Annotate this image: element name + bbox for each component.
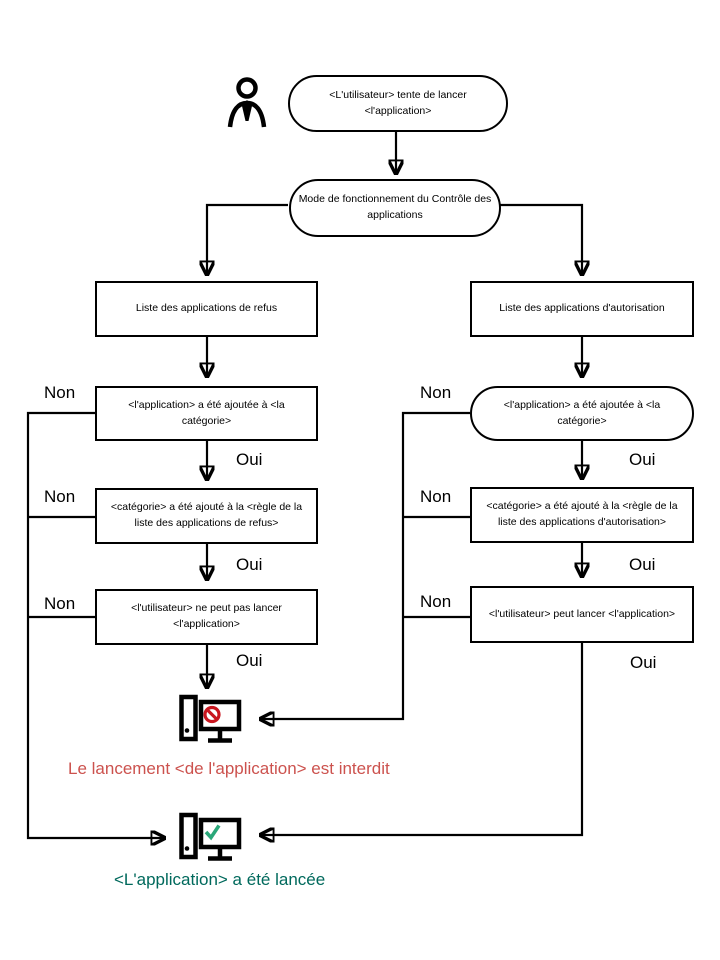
node-allow-category-added xyxy=(470,487,694,543)
user-icon xyxy=(226,76,268,128)
connector-mode-to-allow-list xyxy=(500,205,582,273)
label-oui-allow-1: Oui xyxy=(629,450,656,469)
node-label: Liste des applications de refus xyxy=(135,302,278,315)
computer-launched-icon xyxy=(178,812,242,868)
label-non-allow-3: Non xyxy=(420,592,452,611)
node-deny-category-added xyxy=(95,488,318,544)
node-start xyxy=(288,75,508,132)
node-deny-app-added xyxy=(95,386,318,441)
label-oui-allow-2: Oui xyxy=(629,555,656,574)
node-label: <l'application> a été ajoutée à <la catégorie> xyxy=(503,398,661,427)
node-allow-app-added xyxy=(470,386,694,441)
node-label: Liste des applications d'autorisation xyxy=(499,302,665,315)
launched-text: <L'application> a été lancée xyxy=(114,870,326,889)
node-mode xyxy=(289,179,501,237)
node-label: <L'utilisateur> tente de lancer <l'application> xyxy=(329,88,467,117)
node-deny-user-cannot-launch xyxy=(95,589,318,645)
node-allow-user-can-launch xyxy=(470,586,694,643)
node-label: <l'utilisateur> ne peut pas lancer <l'application> xyxy=(131,602,282,630)
label-non-deny-2: Non xyxy=(44,487,76,506)
forbidden-text: Le lancement <de l'application> est interdit xyxy=(68,759,390,778)
label-oui-allow-3: Oui xyxy=(630,653,657,672)
connector-allow-oui-3-to-launched xyxy=(262,643,582,835)
label-non-deny-1: Non xyxy=(44,383,76,402)
label-oui-deny-2: Oui xyxy=(236,555,263,574)
computer-blocked-icon xyxy=(178,694,242,750)
connector-mode-to-deny-list xyxy=(207,205,288,273)
label-oui-deny-3: Oui xyxy=(236,651,263,670)
label-oui-deny-1: Oui xyxy=(236,450,263,469)
label-non-allow-1: Non xyxy=(420,383,452,402)
label-non-deny-3: Non xyxy=(44,594,76,613)
node-label: <l'application> a été ajoutée à <la catégorie> xyxy=(128,398,285,427)
node-label: Mode de fonctionnement du Contrôle des applications xyxy=(298,193,492,221)
node-deny-list xyxy=(95,281,318,337)
label-non-allow-2: Non xyxy=(420,487,452,506)
connector-allow-non-rail-to-blocked xyxy=(262,413,470,719)
node-label: <catégorie> a été ajouté à la <règle de la liste des applications d'autorisation> xyxy=(486,500,678,528)
node-label: <l'utilisateur> peut lancer <l'application> xyxy=(488,607,676,620)
node-label: <catégorie> a été ajouté à la <règle de la liste des applications de refus> xyxy=(110,501,303,529)
node-allow-list xyxy=(470,281,694,337)
